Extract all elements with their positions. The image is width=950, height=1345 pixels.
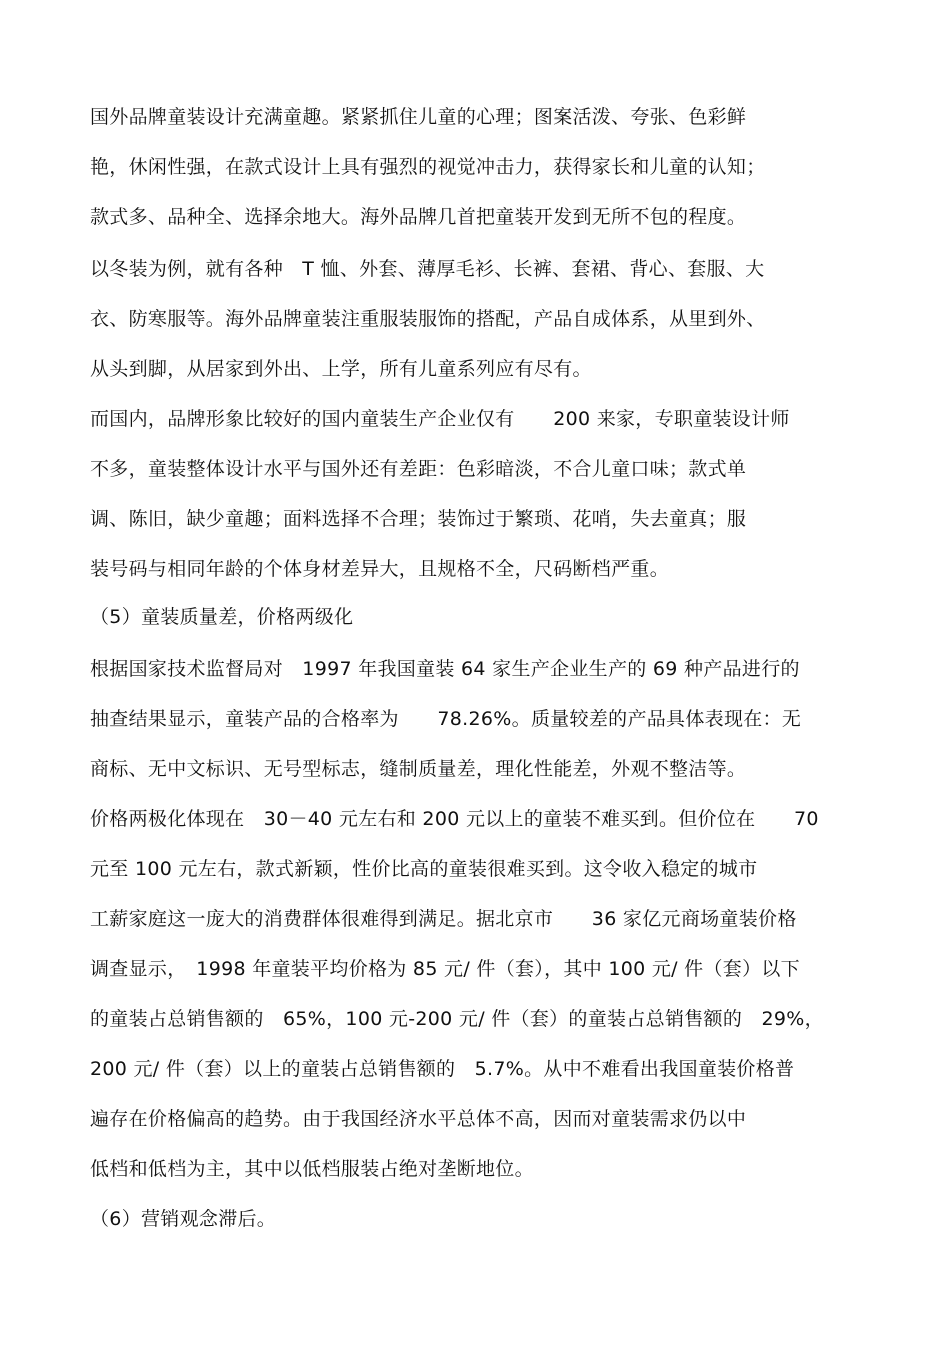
paragraph-line: 根据国家技术监督局对 1997 年我国童装 64 家生产企业生产的 69 种产品进行的 [90, 658, 800, 680]
paragraph-line: 不多，童装整体设计水平与国外还有差距：色彩暗淡，不合儿童口味；款式单 [90, 458, 747, 480]
paragraph-line: 的童装占总销售额的 65%，100 元-200 元/ 件（套）的童装占总销售额的 29%， [90, 1008, 824, 1030]
paragraph-line: 低档和低档为主，其中以低档服装占绝对垄断地位。 [90, 1158, 534, 1180]
paragraph-line: 款式多、品种全、选择余地大。海外品牌几首把童装开发到无所不包的程度。 [90, 206, 747, 228]
paragraph-line: 工薪家庭这一庞大的消费群体很难得到满足。据北京市 36 家亿元商场童装价格 [90, 908, 797, 930]
section-heading: （6）营销观念滞后。 [90, 1208, 277, 1230]
paragraph-line: 衣、防寒服等。海外品牌童装注重服装服饰的搭配，产品自成体系，从里到外、 [90, 308, 766, 330]
paragraph-line: 调查显示， 1998 年童装平均价格为 85 元/ 件（套），其中 100 元/ 件（套）以下 [90, 958, 800, 980]
paragraph-line: 元至 100 元左右，款式新颖，性价比高的童装很难买到。这令收入稳定的城市 [90, 858, 758, 880]
paragraph-line: 遍存在价格偏高的趋势。由于我国经济水平总体不高，因而对童装需求仍以中 [90, 1108, 747, 1130]
paragraph-line: 抽查结果显示，童装产品的合格率为 78.26%。质量较差的产品具体表现在：无 [90, 708, 802, 730]
paragraph-line: 价格两极化体现在 30－40 元左右和 200 元以上的童装不难买到。但价位在 70 [90, 808, 819, 830]
paragraph-line: 艳，休闲性强，在款式设计上具有强烈的视觉冲击力，获得家长和儿童的认知； [90, 156, 766, 178]
paragraph-line: 商标、无中文标识、无号型标志，缝制质量差，理化性能差，外观不整洁等。 [90, 758, 747, 780]
paragraph-line: 以冬装为例，就有各种 T 恤、外套、薄厚毛衫、长裤、套裙、背心、套服、大 [90, 258, 765, 280]
section-heading: （5）童装质量差，价格两级化 [90, 606, 354, 628]
paragraph-line: 调、陈旧，缺少童趣；面料选择不合理；装饰过于繁琐、花哨，失去童真；服 [90, 508, 747, 530]
paragraph-line: 从头到脚，从居家到外出、上学，所有儿童系列应有尽有。 [90, 358, 592, 380]
paragraph-line: 200 元/ 件（套）以上的童装占总销售额的 5.7%。从中不难看出我国童装价格普 [90, 1058, 795, 1080]
paragraph-line: 装号码与相同年龄的个体身材差异大，且规格不全，尺码断档严重。 [90, 558, 670, 580]
paragraph-line: 国外品牌童装设计充满童趣。紧紧抓住儿童的心理；图案活泼、夸张、色彩鲜 [90, 106, 747, 128]
paragraph-line: 而国内，品牌形象比较好的国内童装生产企业仅有 200 来家，专职童装设计师 [90, 408, 790, 430]
